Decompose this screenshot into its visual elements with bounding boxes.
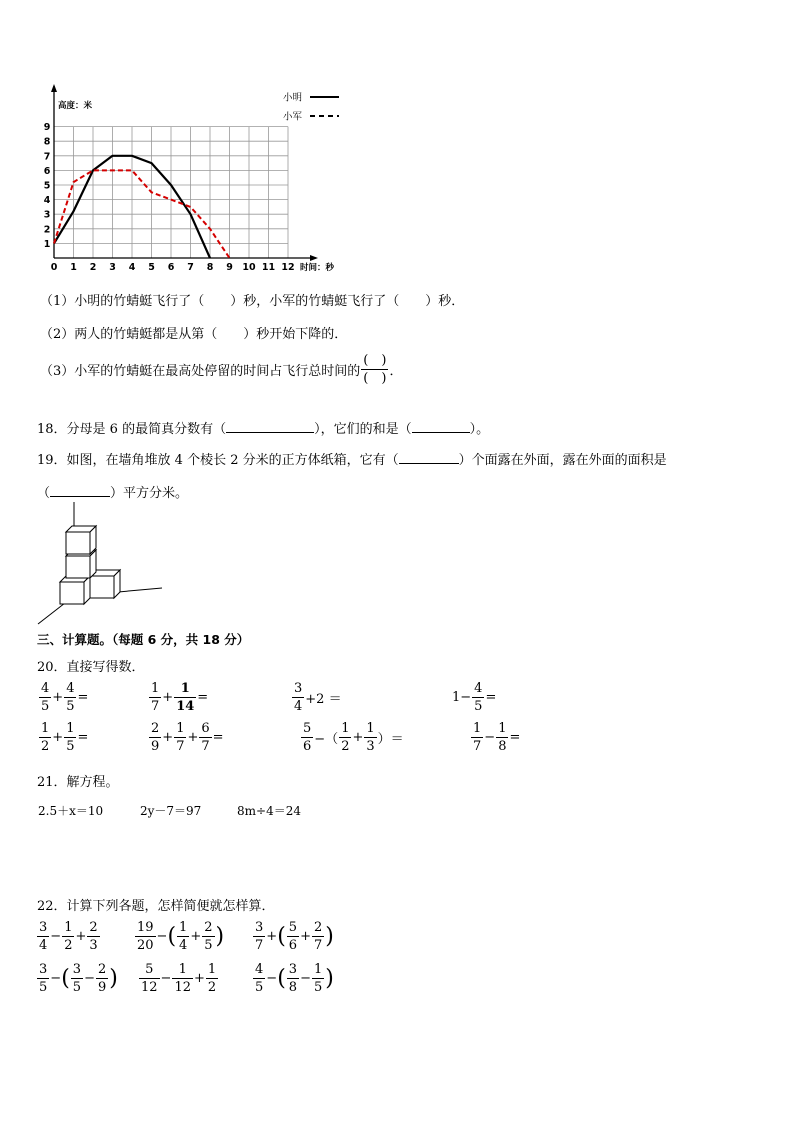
q18-text-a: 18．分母是 6 的最简真分数有（ <box>37 422 227 437</box>
fraction <box>135 921 156 952</box>
operator: + <box>352 730 364 745</box>
fraction-numerator: 5 <box>145 962 154 977</box>
operator: − <box>300 971 311 986</box>
operator: + <box>194 971 205 986</box>
operator: + <box>52 690 64 705</box>
fraction-numerator: 19 <box>137 920 154 935</box>
fraction-numerator: 1 <box>341 721 350 736</box>
expression-rest: +2 ＝ <box>305 692 342 707</box>
q20-title: 20．直接写得数． <box>37 660 145 675</box>
q20-item-8 <box>470 722 520 753</box>
fraction-denominator: 8 <box>498 739 507 754</box>
q21-title: 21．解方程。 <box>37 775 119 790</box>
q17-part2: （2）两人的竹蜻蜓都是从第（ ）秒开始下降的． <box>40 327 348 342</box>
equals: = <box>77 690 89 705</box>
fraction-numerator: 1 <box>178 962 187 977</box>
operator: + <box>190 929 202 944</box>
fraction <box>312 963 324 994</box>
operator: − <box>484 730 496 745</box>
fraction-numerator: 1 <box>313 962 323 977</box>
q17-part1: （1）小明的竹蜻蜓飞行了（ ）秒，小军的竹蜻蜓飞行了（ ）秒． <box>40 294 465 309</box>
operator: + <box>162 730 174 745</box>
q21-eq1: 2.5＋x＝10 <box>38 804 104 818</box>
fraction <box>37 963 49 994</box>
q20-item-7 <box>300 722 404 753</box>
fraction-numerator: 3 <box>39 920 48 935</box>
chart-lines <box>54 156 230 258</box>
fraction-numerator: ( ) <box>363 353 387 368</box>
fraction-denominator: 8 <box>288 980 298 995</box>
x-tick-label: 10 <box>242 262 256 273</box>
fraction-denominator: 7 <box>255 938 264 953</box>
fraction-denominator: 5 <box>313 980 323 995</box>
q19-blank-2[interactable] <box>50 496 110 497</box>
q20-item-3 <box>291 682 342 713</box>
fraction-numerator: 2 <box>97 962 107 977</box>
equals: = <box>212 730 224 745</box>
fraction-denominator: 12 <box>141 980 158 995</box>
fraction-numerator: 4 <box>41 681 50 696</box>
left-paren: ( <box>277 924 286 949</box>
operator: + <box>75 929 87 944</box>
fraction-numerator: 2 <box>89 920 98 935</box>
q20-item-5 <box>38 722 88 753</box>
q22-expr-3 <box>252 921 334 952</box>
fraction-denominator: 3 <box>366 739 375 754</box>
fraction-denominator: 9 <box>97 980 107 995</box>
operator: + <box>300 929 311 944</box>
y-axis-label: 高度：米 <box>58 101 93 111</box>
fraction-denominator: 5 <box>255 980 264 995</box>
fraction-numerator: 1 <box>207 962 217 977</box>
fraction <box>177 921 189 952</box>
fraction <box>87 921 99 952</box>
operator: − <box>266 971 278 986</box>
q21-eq3: 8m÷4＝24 <box>237 804 301 818</box>
fraction-denominator: 7 <box>201 739 210 754</box>
chart-legend <box>283 92 339 123</box>
operator: + <box>52 730 64 745</box>
y-tick-label: 3 <box>43 209 51 221</box>
q17-part3-end: ． <box>389 364 403 379</box>
fraction <box>301 722 313 753</box>
x-tick-label: 7 <box>187 262 194 273</box>
q22-expr-1 <box>36 921 101 952</box>
operator: − <box>50 929 62 944</box>
fraction-denominator: 2 <box>64 938 73 953</box>
q22-expr-4 <box>36 963 118 994</box>
fraction-numerator: 1 <box>498 721 507 736</box>
equals: = <box>509 730 521 745</box>
q18-blank-1[interactable] <box>226 432 314 433</box>
operator: − <box>84 971 95 986</box>
x-tick-label: 8 <box>206 262 214 273</box>
right-paren: ) <box>325 966 334 991</box>
fraction-numerator: 3 <box>72 962 82 977</box>
fraction-denominator: 9 <box>151 739 160 754</box>
fraction <box>149 682 161 713</box>
fraction-denominator: 5 <box>204 938 213 953</box>
fraction-numerator: 3 <box>294 681 303 696</box>
fraction-denominator: 4 <box>39 938 48 953</box>
q22-title: 22．计算下列各题，怎样简便就怎样算． <box>37 899 275 914</box>
fraction-denominator: 5 <box>474 699 483 714</box>
y-tick-label: 1 <box>43 238 51 250</box>
fraction-numerator: 3 <box>39 962 48 977</box>
fraction <box>253 921 265 952</box>
fraction-denominator: 2 <box>341 739 350 754</box>
x-tick-label: 12 <box>281 262 295 273</box>
operator: + <box>162 690 174 705</box>
y-tick-label: 2 <box>43 224 51 236</box>
q19-blank-1[interactable] <box>399 463 459 464</box>
fraction <box>471 722 483 753</box>
x-tick-label: 11 <box>261 262 276 273</box>
fraction-numerator: 3 <box>288 962 298 977</box>
fraction-denominator: 5 <box>66 739 75 754</box>
fraction-numerator: 1 <box>473 721 482 736</box>
left-paren: ( <box>167 924 177 949</box>
fraction-denominator: 7 <box>151 699 160 714</box>
equals: = <box>197 690 209 705</box>
section3-heading: 三、计算题。（每题 6 分，共 18 分） <box>37 632 250 647</box>
operator: − <box>160 971 172 986</box>
x-tick-label: 1 <box>70 262 77 273</box>
left-paren: ( <box>277 966 286 991</box>
legend-label: 小军 <box>283 111 303 123</box>
x-tick-label: 3 <box>109 262 116 273</box>
cube-bottom-left <box>60 576 90 604</box>
fraction-denominator: 6 <box>303 739 312 754</box>
fraction <box>339 722 351 753</box>
y-tick-label: 7 <box>43 151 51 163</box>
operator: − <box>156 929 168 944</box>
fraction <box>292 682 304 713</box>
fraction-denominator: 2 <box>41 739 50 754</box>
equals: = <box>485 690 497 705</box>
fraction <box>287 963 299 994</box>
fraction <box>172 963 193 994</box>
q21-eq2: 2y－7＝97 <box>140 804 202 818</box>
x-axis-label: 时间：秒 <box>300 263 335 273</box>
x-tick-label: 5 <box>148 262 155 273</box>
q20-item-2 <box>148 682 208 713</box>
fraction <box>202 921 214 952</box>
left-paren: ( <box>61 966 70 991</box>
x-tick-label: 0 <box>50 262 58 273</box>
y-tick-label: 4 <box>43 195 51 207</box>
cube-stack-figure <box>34 500 174 630</box>
fraction-numerator: 2 <box>204 920 213 935</box>
y-tick-label: 5 <box>43 180 51 192</box>
fraction <box>312 921 324 952</box>
right-paren: ) <box>109 966 118 991</box>
fraction <box>96 963 108 994</box>
operator: + <box>187 730 199 745</box>
q17-part3 <box>40 354 402 385</box>
fraction <box>149 722 161 753</box>
closing: ）＝ <box>377 732 404 747</box>
y-tick-label: 9 <box>43 122 51 134</box>
x-tick-label: 9 <box>226 262 233 273</box>
fraction-numerator: 1 <box>180 681 190 696</box>
q20-item-6 <box>148 722 224 753</box>
q17-part3-fraction <box>361 354 388 385</box>
q18 <box>37 418 489 437</box>
q18-text-b: ），它们的和是（ <box>314 422 412 437</box>
q19-line1 <box>37 449 667 468</box>
fraction-numerator: 5 <box>288 920 298 935</box>
fraction-denominator: 14 <box>176 699 195 714</box>
fraction <box>64 722 76 753</box>
fraction-denominator: 4 <box>294 699 303 714</box>
fraction <box>199 722 211 753</box>
x-tick-label: 6 <box>167 262 175 273</box>
fraction-numerator: 6 <box>201 721 210 736</box>
fraction <box>287 921 299 952</box>
fraction-denominator: 12 <box>174 980 191 995</box>
fraction-numerator: 1 <box>151 681 160 696</box>
x-axis-arrow <box>310 255 318 261</box>
q20-item-4 <box>452 682 496 713</box>
fraction-numerator: 1 <box>366 721 375 736</box>
x-tick-label: 4 <box>128 262 136 273</box>
fraction <box>174 682 196 713</box>
fraction-numerator: 1 <box>41 721 50 736</box>
operator: − <box>50 971 62 986</box>
fraction-numerator: 1 <box>179 920 188 935</box>
q19-text-b: ）个面露在外面，露在外面的面积是 <box>458 453 667 468</box>
y-tick-label: 6 <box>43 165 51 177</box>
q18-blank-2[interactable] <box>412 432 470 433</box>
fraction-denominator: ( ) <box>363 371 387 386</box>
fraction-numerator: 4 <box>474 681 483 696</box>
operator: −（ <box>314 732 339 747</box>
fraction-denominator: 7 <box>473 739 482 754</box>
fraction-numerator: 2 <box>313 920 323 935</box>
right-paren: ) <box>215 924 225 949</box>
cube-upper <box>66 526 96 554</box>
q19-text-a: 19．如图，在墙角堆放 4 个棱长 2 分米的正方体纸箱，它有（ <box>37 453 399 468</box>
fraction-numerator: 1 <box>66 721 75 736</box>
q18-text-c: ）。 <box>469 422 490 437</box>
q19-line2 <box>37 482 188 501</box>
operator: + <box>266 929 278 944</box>
fraction <box>37 921 49 952</box>
fraction <box>253 963 265 994</box>
flight-chart <box>30 80 360 280</box>
y-tick-label: 8 <box>43 136 51 148</box>
chart-labels <box>44 100 335 273</box>
fraction-numerator: 3 <box>255 920 264 935</box>
right-paren: ) <box>325 924 334 949</box>
fraction <box>39 722 51 753</box>
fraction-numerator: 5 <box>303 721 312 736</box>
expression-prefix: 1− <box>452 690 472 705</box>
fraction-denominator: 3 <box>89 938 98 953</box>
x-tick-label: 2 <box>89 262 97 273</box>
fraction <box>71 963 83 994</box>
fraction <box>64 682 76 713</box>
fraction <box>39 682 51 713</box>
fraction-numerator: 1 <box>176 721 185 736</box>
chart-grid <box>54 127 288 258</box>
fraction <box>62 921 74 952</box>
fraction-denominator: 7 <box>313 938 323 953</box>
fraction-denominator: 5 <box>39 980 48 995</box>
q19-text-d: ）平方分米。 <box>110 486 189 501</box>
equals: = <box>77 730 89 745</box>
q19-text-c: （ <box>37 486 51 501</box>
fraction <box>472 682 484 713</box>
fraction-denominator: 5 <box>72 980 82 995</box>
fraction <box>206 963 218 994</box>
fraction-numerator: 4 <box>66 681 75 696</box>
fraction <box>139 963 160 994</box>
fraction-numerator: 1 <box>64 920 73 935</box>
q17-part3-text: （3）小军的竹蜻蜓在最高处停留的时间占飞行总时间的 <box>40 364 361 379</box>
legend-label: 小明 <box>283 92 303 104</box>
fraction-denominator: 5 <box>66 699 75 714</box>
fraction-denominator: 6 <box>288 938 298 953</box>
fraction <box>364 722 376 753</box>
q22-expr-5 <box>138 963 219 994</box>
fraction-denominator: 7 <box>176 739 185 754</box>
fraction-numerator: 4 <box>255 962 264 977</box>
fraction-denominator: 20 <box>137 938 154 953</box>
q20-item-1 <box>38 682 88 713</box>
fraction-denominator: 5 <box>41 699 50 714</box>
fraction <box>174 722 186 753</box>
fraction-denominator: 4 <box>179 938 188 953</box>
q22-expr-2 <box>134 921 224 952</box>
q22-expr-6 <box>252 963 334 994</box>
fraction-numerator: 2 <box>151 721 160 736</box>
fraction <box>496 722 508 753</box>
y-axis-arrow <box>51 84 57 92</box>
fraction-denominator: 2 <box>207 980 217 995</box>
